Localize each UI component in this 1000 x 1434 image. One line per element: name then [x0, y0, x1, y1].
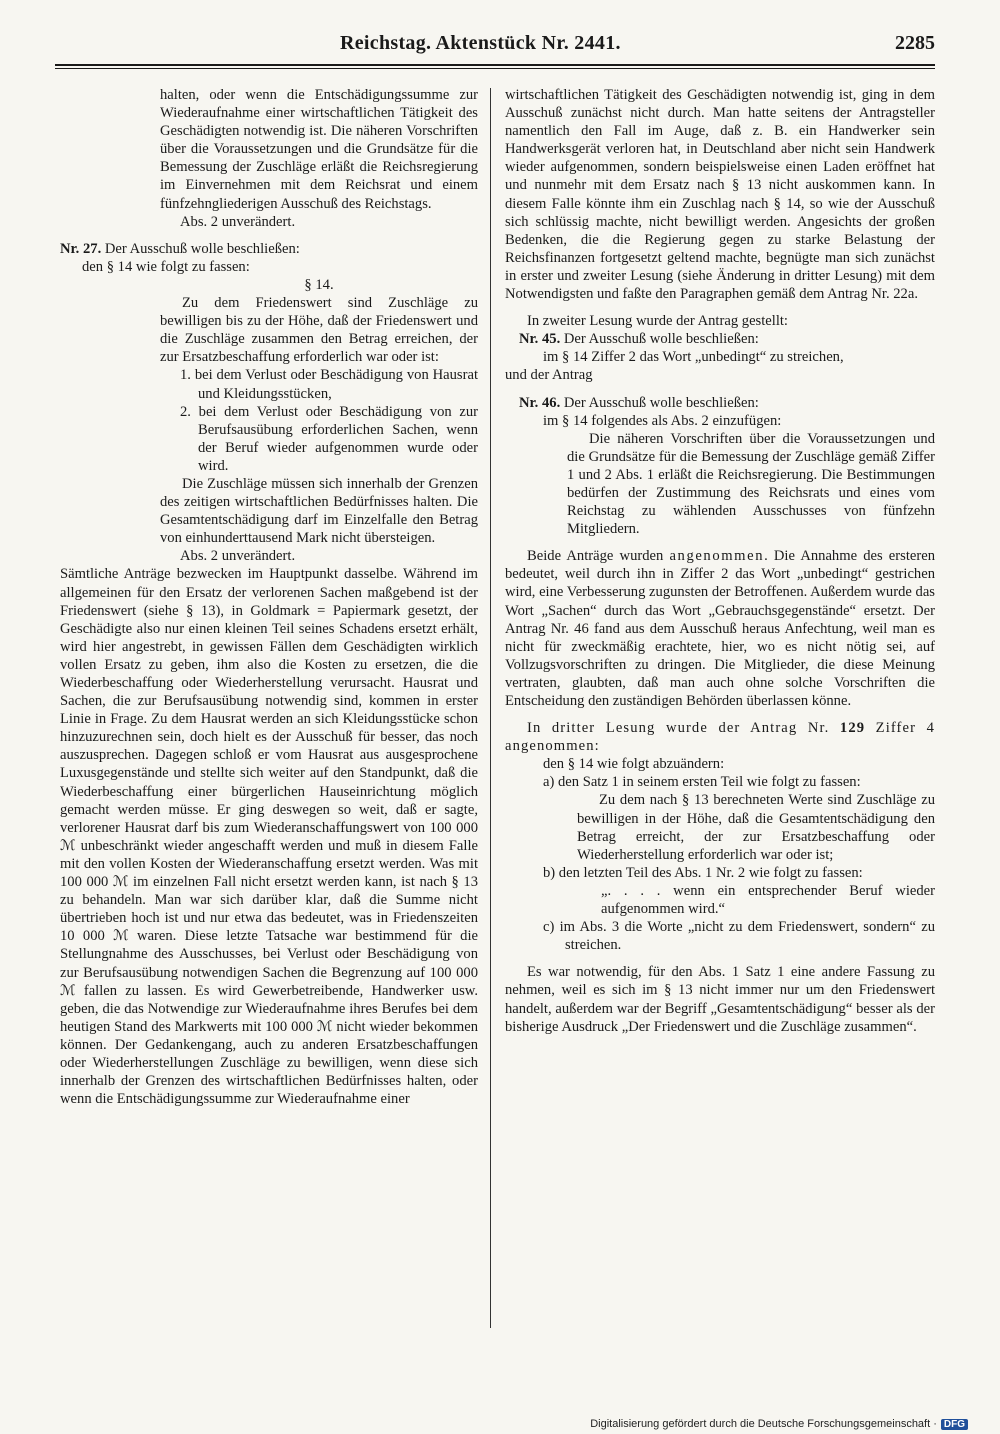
left-column — [60, 86, 478, 1108]
column-divider — [490, 88, 491, 1328]
motion-quote: Die näheren Vorschriften über die Voraussetzungen und die Grundsätze für die Bemessung der Zuschläge gemäß Ziffer 1 und 2 Abs. 1 erläßt die Reichsregierung. Die Bestimmungen bedürfen der Zustimmung des Reichsrats und eines vom Reichstag zu wählenden Ausschusses von fünfzehn Mitgliedern. — [567, 430, 935, 538]
change-intro: den § 14 wie folgt abzuändern: — [543, 756, 725, 773]
motion-label: Nr. 45. — [519, 331, 561, 348]
third-reading-end: Ziffer 4 angenommen: — [505, 720, 935, 755]
body-paragraph: Sämtliche Anträge bezwecken im Hauptpunkt dasselbe. Während im allgemeinen für den Ersatz der verlorenen Sachen maßgebend ist der Friedenswert (siehe § 13), in Goldmark = Papiermark gesetzt, der Geschädigte also nur einen kleinen Teil seines Schadens ersetzt erhält, wird hier angestrebt, in gewissen Fällen dem Geschädigten wirklich vollen Ersatz zu geben, ihm also die Kosten zu ersetzen, die die Wiederbeschaffung oder Wiederherstellung verursacht. Hausrat und Sachen, die zur Berufsausübung notwendig sind, kommen in erster Linie in Frage. Zu dem Hausrat werden an sich Kleidungsstücke schon hinzuzurechnen sein, doch hielt es der Ausschuß für besser, das noch auszusprechen. Dagegen schloß er vom Hausrat aus ausgesprochene Luxusgegenstände und stellte sich weiter auf den Standpunkt, daß die Wiederbeschaffung einer bürgerlichen Hauseinrichtung möglich gemacht werden müsse. Er ging deswegen so weit, daß er sagte, verlorener Hausrat darf bis zum Wiederanschaffungswert von 100 000 ℳ unbeschränkt wieder angeschafft werden und muß in diesem Falle mit den vollen Kosten der Wiederanschaffung ersetzt werden. Was mit 100 000 ℳ im einzelnen Fall nicht ersetzt werden kann, ist nach § 13 zu behandeln. Man war sich darüber klar, daß die Summe nicht übertrieben hoch ist und nur etwa das bedeutet, was in Friedenszeiten 10 000 ℳ waren. Diese letzte Tatsache war bestimmend für die Stellungnahme des Ausschusses, bei Verlust oder Beschädigung von zur Berufsausübung notwendigen Sachen die Begrenzung auf 100 000 ℳ fallen zu lassen. Es wird Gewerbetreibende, Handwerker usw. geben, die das Notwendige zur Wiederaufnahme ihres Berufes bei dem heutigen Stand des Markwerts mit 100 000 ℳ nicht wieder bekommen können. Der Gedankengang, auch zu anderen Ersatzbeschaffungen oder Wiederherstellungen Zuschläge zu bewilligen, wenn diese sich innerhalb der Grenzen des wirtschaftlichen Bedürfnisses halten, oder wenn die Entschädigungssumme zur Wiederaufnahme einer — [60, 566, 478, 1108]
third-reading-intro — [505, 719, 935, 755]
motion-nr45 — [505, 330, 935, 348]
motion-instruction: im § 14 folgendes als Abs. 2 einzufügen: — [543, 412, 782, 429]
second-reading-intro: In zweiter Lesung wurde der Antrag gestellt: — [527, 313, 788, 330]
motion-label: Nr. 27. — [60, 240, 102, 257]
abs-unchanged-note: Abs. 2 unverändert. — [180, 548, 296, 565]
closing-paragraph: Es war notwendig, für den Abs. 1 Satz 1 eine andere Fassung zu nehmen, weil es sich im § 13 nicht immer nur um den Friedenswert handelt, außerdem war der Begriff „Gesamtentschädigung“ besser als der bisherige Ausdruck „Der Friedenswert und die Zuschläge zusammen“. — [505, 964, 935, 1035]
motion-nr46 — [505, 394, 935, 412]
paragraph-text: Zu dem Friedenswert sind Zuschläge zu bewilligen bis zu der Höhe, daß der Friedenswert und die Zuschläge zusammen den Betrag erreichen, der zur Ersatzbeschaffung erforderlich war oder ist: — [160, 295, 478, 366]
continued-paragraph: wirtschaftlichen Tätigkeit des Geschädigten notwendig ist, ging in dem Ausschuß zunächst nicht durch. Man hatte seitens der Antragsteller namentlich den Fall im Auge, daß z. B. ein Handwerker sein Handwerksgerät verloren hat, in Deutschland aber nicht sein Handwerk wieder aufgenommen, sondern beispielsweise einen Laden eröffnet hat und nunmehr mit dem Ersatz nach § 13 nicht auskommen kann. In diesem Falle könnte ihm ein Zuschlag nach § 14, so wie der Ausschuß sich schlüssig machte, nicht bewilligt werden. Angesichts der großen Bedenken, die die Regierung gegen zu starke Belastung der Reichsfinanzen fortgesetzt geltend machte, begnügte man sich zunächst in erster und zweiter Lesung (siehe Änderung in dritter Lesung) mit dem Notwendigsten und faßte den Paragraphen gemäß dem Antrag Nr. 22a. — [505, 87, 935, 303]
page-header — [55, 32, 935, 66]
paragraph-heading: § 14. — [304, 276, 334, 293]
list-item: 1. bei dem Verlust oder Beschädigung von Hausrat und Kleidungsstücken, — [180, 367, 478, 402]
motion-text: Der Ausschuß wolle beschließen: — [563, 394, 759, 411]
acceptance-text: Beide Anträge wurden — [527, 548, 670, 565]
motion-instruction: im § 14 Ziffer 2 das Wort „unbedingt“ zu streichen, — [543, 349, 844, 366]
amendment-item-c: c) im Abs. 3 die Worte „nicht zu dem Friedenswert, sondern“ zu streichen. — [543, 919, 935, 954]
motion-nr27 — [60, 240, 478, 258]
running-title: Reichstag. Aktenstück Nr. 2441. — [340, 32, 621, 54]
and-motion: und der Antrag — [505, 367, 593, 384]
motion-instruction: den § 14 wie folgt zu fassen: — [82, 258, 250, 275]
right-column — [505, 86, 935, 1036]
motion-text: Der Ausschuß wolle beschließen: — [563, 331, 759, 348]
footer-text: Digitalisierung gefördert durch die Deutsche Forschungsgemeinschaft · — [590, 1418, 937, 1430]
acceptance-paragraph — [505, 547, 935, 710]
acceptance-rest: . Die Annahme des ersteren bedeutet, weil durch ihn in Ziffer 2 das Wort „unbedingt“ gestrichen wird, eine Verbesserung zugunsten der Betroffenen. Außerdem wurde das Wort „Sachen“ durch das Wort „Gebrauchsgegenstände“ ersetzt. Der Antrag Nr. 46 fand aus dem Ausschuß heraus Anfechtung, weil man es nicht für zweckmäßig erachtete, hier, wo es nicht nötig sei, auf Vollzugsvorschriften zu dringen. Die Mitglieder, die diese Meinung vertraten, glaubten, daß man auch ohne solche Vorschriften die Entscheidung den zuständigen Behörden überlassen könne. — [505, 548, 935, 709]
motion-number: 129 — [839, 720, 866, 737]
third-reading-text: In dritter Lesung wurde der Antrag Nr. — [527, 720, 840, 737]
dfg-logo: DFG — [941, 1419, 968, 1430]
amendment-item-a: a) den Satz 1 in seinem ersten Teil wie folgt zu fassen: — [543, 774, 861, 791]
motion-text: Der Ausschuß wolle beschließen: — [104, 240, 300, 257]
accepted-word: angenommen — [669, 548, 765, 565]
abs-unchanged-note: Abs. 2 unverändert. — [180, 213, 296, 230]
limits-paragraph: Die Zuschläge müssen sich innerhalb der Grenzen des zeitigen wirtschaftlichen Bedürfnisses halten. Die Gesamtentschädigung darf im Einzelfalle den Betrag von einhunderttausend Mark nicht übersteigen. — [160, 475, 478, 547]
page-number: 2285 — [895, 32, 935, 54]
amendment-quote-a: Zu dem nach § 13 berechneten Werte sind Zuschläge zu bewilligen in der Höhe, daß die Gesamtentschädigung den Betrag erreicht, der zur Ersatzbeschaffung oder Wiederherstellung erforderlich war oder ist; — [577, 792, 935, 863]
motion-label: Nr. 46. — [519, 394, 561, 411]
amendment-quote-b: „. . . . wenn ein entsprechender Beruf wieder aufgenommen wird.“ — [601, 882, 935, 918]
footer-credit — [590, 1418, 968, 1430]
amendment-item-b: b) den letzten Teil des Abs. 1 Nr. 2 wie folgt zu fassen: — [543, 864, 863, 881]
list-item: 2. bei dem Verlust oder Beschädigung von zur Berufsausübung erforderlichen Sachen, wenn der Beruf wieder aufgenommen wurde oder wird. — [180, 403, 478, 474]
header-rule — [55, 64, 935, 66]
header-rule-thin — [55, 68, 935, 69]
continued-paragraph: halten, oder wenn die Entschädigungssumme zur Wiederaufnahme einer wirtschaftlichen Tätigkeit des Geschädigten notwendig ist. Die näheren Vorschriften über die Voraussetzungen und die Grundsätze für die Bemessung der Zuschläge erläßt die Reichsregierung im Einvernehmen mit dem Reichsrat und einem fünfzehngliederigen Ausschuß des Reichstags. — [160, 87, 478, 212]
